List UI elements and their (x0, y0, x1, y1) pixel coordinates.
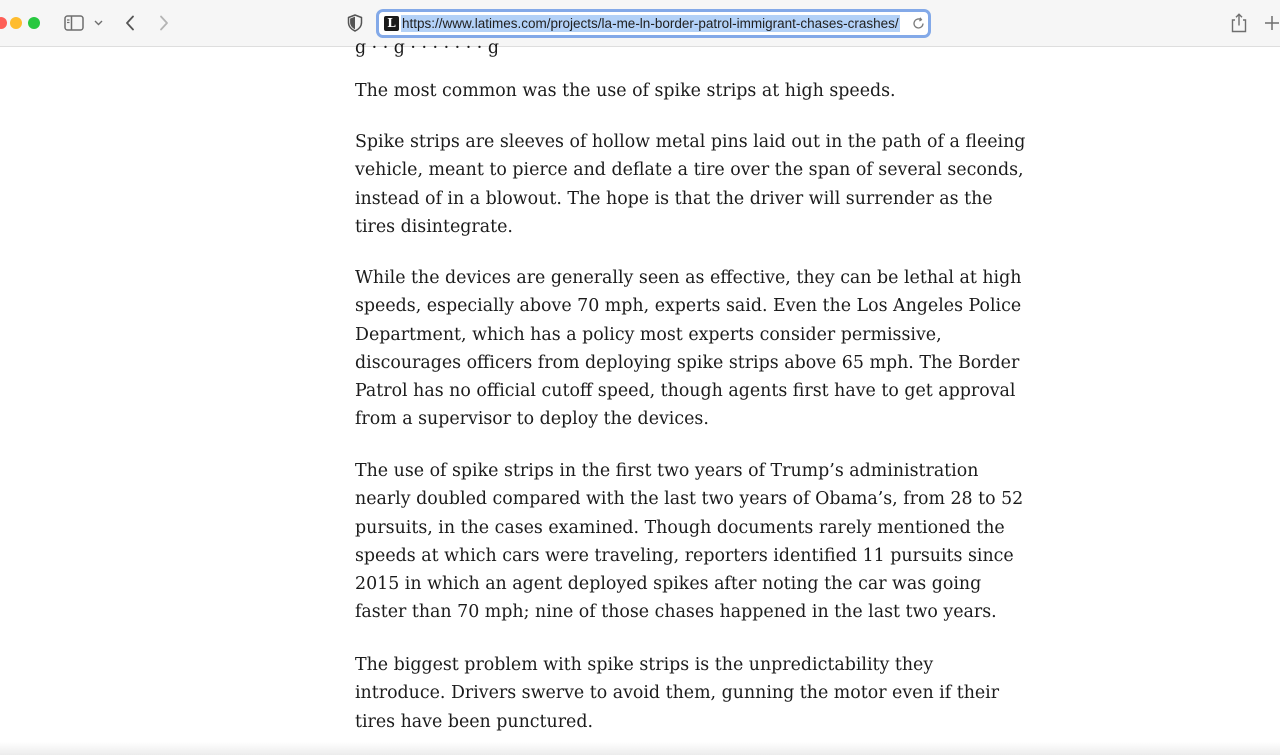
back-button[interactable] (120, 12, 140, 34)
text-line: faster than 70 mph; nine of those chases happened in the last two years. (355, 602, 997, 623)
window-maximize-button[interactable] (28, 17, 40, 29)
forward-button[interactable] (154, 12, 174, 34)
chevron-left-icon (125, 15, 135, 31)
text-line: Department, which has a policy most experts consider permissive, (355, 324, 942, 345)
text-line: from a supervisor to deploy the devices. (355, 409, 709, 430)
article-paragraph (355, 128, 1025, 241)
text-line: The most common was the use of spike strips at high speeds. (355, 81, 896, 101)
sidebar-menu-button[interactable] (92, 17, 104, 29)
chevron-right-icon (159, 15, 169, 31)
text-line: The use of spike strips in the first two years of Trump’s administration (355, 461, 979, 481)
url-text[interactable]: https://www.latimes.com/projects/la-me-ln-border-patrol-immigrant-chases-crashes/ (402, 16, 899, 31)
browser-toolbar (0, 0, 1280, 47)
window-minimize-button[interactable] (10, 17, 22, 29)
article-paragraph (355, 77, 896, 105)
reload-button[interactable] (910, 15, 926, 32)
new-tab-button[interactable] (1264, 13, 1280, 33)
window-bottom-edge (0, 742, 1280, 755)
text-line: vehicle, meant to pierce and deflate a tire over the span of several seconds, (355, 160, 1024, 181)
text-line: instead of in a blowout. The hope is that the driver will surrender as the (355, 188, 993, 209)
article-paragraph (355, 457, 1023, 627)
article-paragraph (355, 264, 1021, 434)
share-button[interactable] (1229, 11, 1249, 35)
text-line: speeds, especially above 70 mph, experts said. Even the Los Angeles Police (355, 296, 1022, 317)
text-line: While the devices are generally seen as effective, they can be lethal at high (355, 268, 1022, 288)
text-line: tires disintegrate. (355, 216, 513, 237)
privacy-report-button[interactable] (345, 13, 365, 33)
text-line: Spike strips are sleeves of hollow metal pins laid out in the path of a fleeing (355, 132, 1026, 152)
text-line: Patrol has no official cutoff speed, though agents first have to get approval (355, 381, 1016, 402)
text-line: The biggest problem with spike strips is the unpredictability they (355, 655, 934, 675)
shield-icon (347, 14, 363, 32)
share-icon (1231, 13, 1247, 33)
plus-icon (1264, 15, 1280, 31)
text-line: pursuits, in the cases examined. Though documents rarely mentioned the (355, 517, 1005, 538)
article-paragraph (355, 651, 999, 736)
reload-icon (912, 17, 925, 30)
text-line: speeds at which cars were traveling, reporters identified 11 pursuits since (355, 545, 1014, 566)
chevron-down-icon (94, 20, 103, 26)
text-line: discourages officers from deploying spike strips above 65 mph. The Border (355, 352, 1020, 373)
text-line: introduce. Drivers swerve to avoid them, gunning the motor even if their (355, 683, 1000, 704)
sidebar-icon (64, 15, 84, 31)
sidebar-toggle-button[interactable] (62, 13, 86, 33)
text-line: 2015 in which an agent deployed spikes after noting the car was going (355, 574, 982, 595)
window-close-button[interactable] (0, 17, 7, 29)
text-line: nearly doubled compared with the last two years of Obama’s, from 28 to 52 (355, 489, 1024, 510)
site-favicon: L (384, 16, 399, 31)
text-line: tires have been punctured. (355, 711, 593, 732)
partial-text-line: g · · g · · · · · · · g (355, 38, 499, 58)
